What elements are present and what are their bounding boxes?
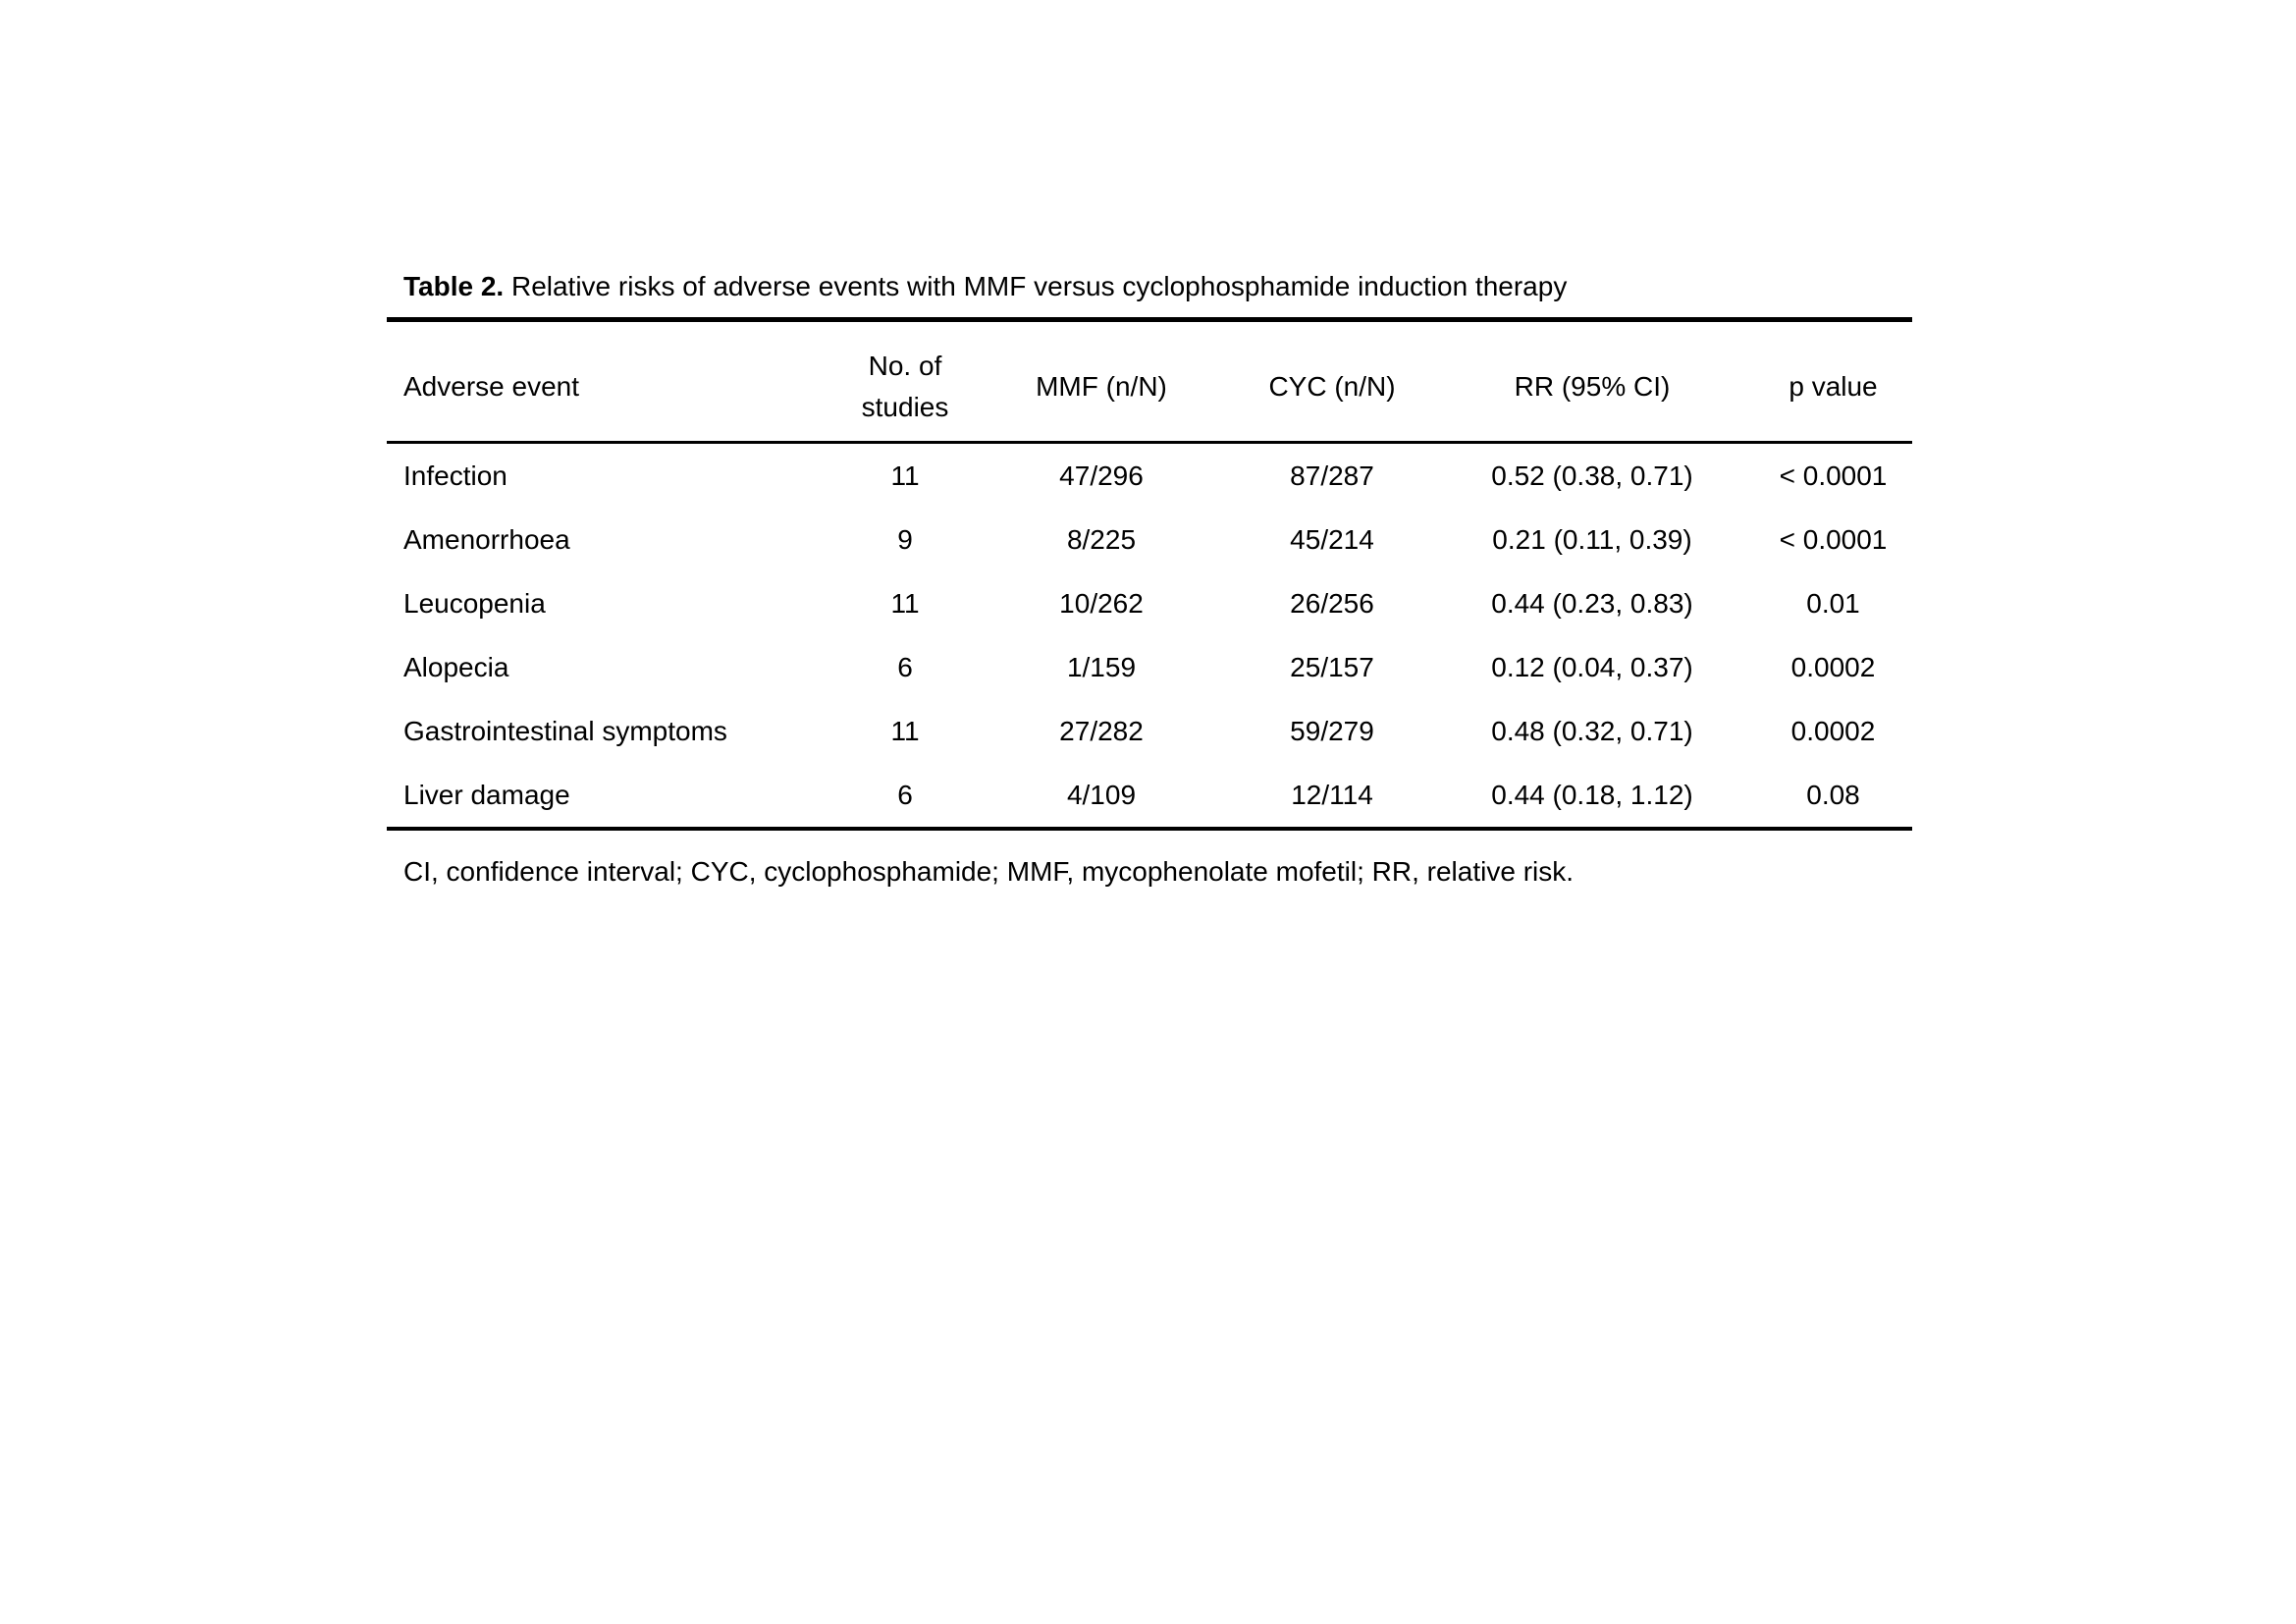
table-body	[387, 443, 1912, 830]
cell-rr: 0.44 (0.23, 0.83)	[1491, 587, 1693, 619]
cell-mmf: 27/282	[1059, 715, 1144, 746]
cell-no-of-studies: 9	[897, 523, 913, 555]
cell-no-of-studies: 11	[890, 715, 920, 746]
column-header-rr: RR (95% CI)	[1430, 320, 1754, 443]
table-row	[387, 508, 1912, 571]
column-header-no-of-studies: No. of studies	[841, 320, 969, 443]
table-caption-text: Relative risks of adverse events with MMF versus cyclophosphamide induction therapy	[504, 271, 1568, 301]
cell-p-value: 0.01	[1806, 587, 1860, 619]
cell-cyc: 25/157	[1290, 651, 1374, 682]
column-header-mmf: MMF (n/N)	[969, 320, 1234, 443]
table-caption	[387, 270, 1912, 303]
cell-no-of-studies: 11	[890, 587, 920, 619]
cell-cyc: 26/256	[1290, 587, 1374, 619]
column-header-cyc: CYC (n/N)	[1234, 320, 1430, 443]
adverse-events-table	[387, 317, 1912, 831]
cell-rr: 0.21 (0.11, 0.39)	[1492, 523, 1692, 555]
table-header	[387, 320, 1912, 443]
cell-cyc: 45/214	[1290, 523, 1374, 555]
cell-p-value: 0.0002	[1790, 651, 1876, 682]
cell-rr: 0.44 (0.18, 1.12)	[1491, 779, 1693, 810]
cell-p-value: 0.0002	[1790, 715, 1876, 746]
column-header-adverse-event: Adverse event	[387, 320, 841, 443]
header-row	[387, 320, 1912, 443]
table-row	[387, 699, 1912, 763]
cell-adverse-event: Gastrointestinal symptoms	[403, 715, 727, 746]
cell-mmf: 4/109	[1066, 779, 1137, 810]
cell-mmf: 1/159	[1066, 651, 1137, 682]
cell-p-value: < 0.0001	[1779, 523, 1888, 555]
cell-no-of-studies: 6	[897, 779, 913, 810]
column-header-p-value: p value	[1754, 320, 1912, 443]
cell-adverse-event: Infection	[403, 460, 507, 491]
cell-cyc: 87/287	[1290, 460, 1374, 491]
cell-adverse-event: Alopecia	[403, 651, 509, 682]
table-row	[387, 443, 1912, 509]
cell-mmf: 10/262	[1059, 587, 1144, 619]
cell-adverse-event: Amenorrhoea	[403, 523, 570, 555]
cell-mmf: 8/225	[1066, 523, 1137, 555]
cell-no-of-studies: 11	[890, 460, 920, 491]
table-row	[387, 635, 1912, 699]
cell-mmf: 47/296	[1059, 460, 1144, 491]
table-caption-number: Table 2.	[403, 271, 505, 301]
cell-rr: 0.48 (0.32, 0.71)	[1491, 715, 1693, 746]
table-row	[387, 763, 1912, 829]
cell-adverse-event: Leucopenia	[403, 587, 546, 619]
cell-rr: 0.52 (0.38, 0.71)	[1491, 460, 1693, 491]
table-row	[387, 571, 1912, 635]
cell-cyc: 59/279	[1290, 715, 1374, 746]
cell-rr: 0.12 (0.04, 0.37)	[1491, 651, 1693, 682]
cell-p-value: 0.08	[1806, 779, 1860, 810]
cell-no-of-studies: 6	[897, 651, 913, 682]
table-footnote: CI, confidence interval; CYC, cyclophosphamide; MMF, mycophenolate mofetil; RR, relative risk.	[403, 856, 1575, 887]
cell-adverse-event: Liver damage	[403, 779, 570, 810]
paper-table-region	[387, 270, 1912, 889]
cell-p-value: < 0.0001	[1779, 460, 1888, 491]
cell-cyc: 12/114	[1291, 779, 1373, 810]
